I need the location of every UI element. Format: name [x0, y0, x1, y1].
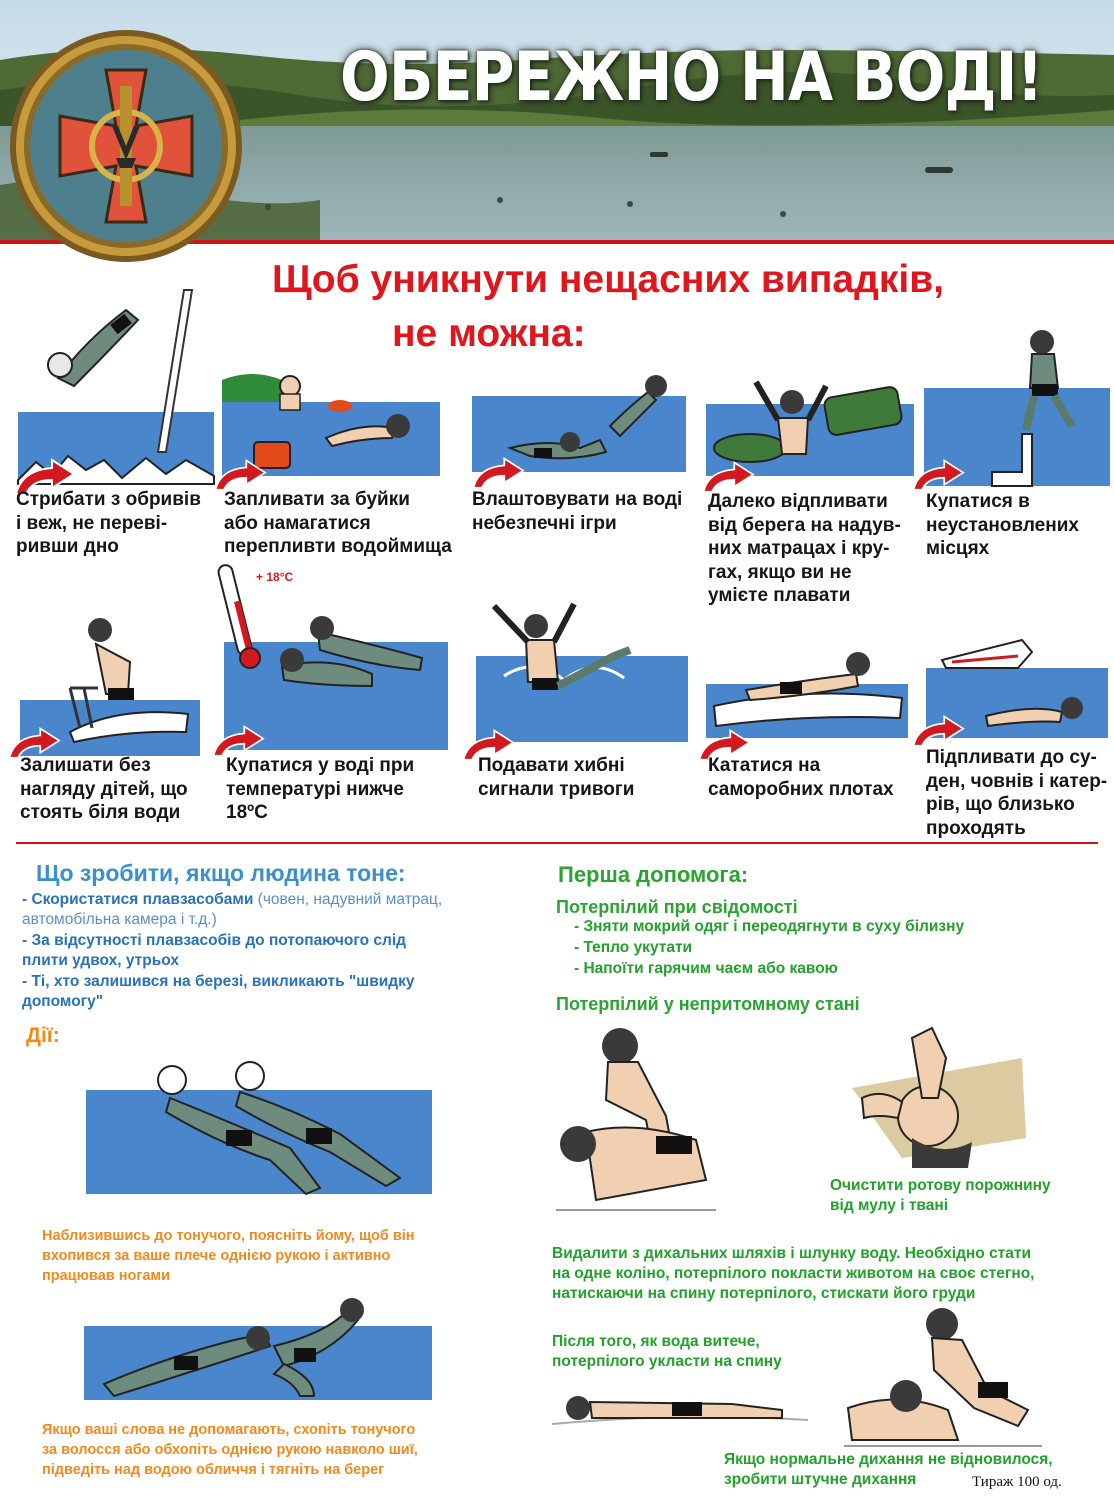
prohibition-caption: Запливати за буйки або намагатися перепливти водоймища	[224, 489, 452, 557]
false-alarms-illustration	[474, 586, 694, 746]
red-arrow-icon	[470, 456, 530, 492]
red-arrow-icon	[910, 714, 970, 750]
rescue-step1-text: Наблизившись до тонучого, поясніть йому, щоб він вхопився за ваше плече однією рукою і активно працював ногами	[42, 1228, 415, 1284]
rescue-step2-text: Якщо ваші слова не допомагають, схопіть тонучого за волосся або обхопіть однією рукою навколо шиї, підведіть над водою обличчя і тягніть на берег	[42, 1422, 418, 1478]
water-removal-illustration	[556, 1020, 716, 1220]
prohibition-tile-unattended-children	[18, 610, 218, 830]
prohibition-tile-buoys	[222, 366, 462, 566]
prohibition-caption: Подавати хибні сигнали тривоги	[478, 755, 635, 800]
drowning-item: допомогу"	[22, 993, 104, 1010]
prohibition-caption: Стрибати з обривів і веж, не переві- ривши дно	[16, 489, 201, 557]
warning-heading-line2: не можна:	[392, 312, 586, 355]
prohibition-caption: Залишати без нагляду дітей, що стоять біля води	[20, 755, 188, 823]
prohibition-caption: Купатися у воді при температурі нижче 18ºС	[226, 755, 415, 823]
conscious-item: - Напоїти гарячим чаєм або кавою	[574, 960, 838, 977]
prohibition-caption: Купатися в неустановлених місцях	[926, 491, 1079, 559]
prohibition-tile-dangerous-games	[470, 356, 690, 546]
drowning-item: автомобільна камера і т.д.)	[22, 911, 217, 928]
prohibition-tile-rafts	[706, 640, 916, 810]
prohibition-caption: Далеко відпливати від берега на надув- них матрацах і кру- гах, якщо ви не умієте плавати	[708, 491, 901, 606]
after-water-text: Після того, як вода витече, потерпілого укласти на спину	[552, 1333, 782, 1370]
thermometer-label: + 18°C	[256, 570, 294, 584]
print-run: Тираж 100 од.	[972, 1474, 1062, 1490]
conscious-item: - Зняти мокрий одяг і переодягнути в суху білизну	[574, 918, 965, 935]
unconscious-heading: Потерпілий у непритомному стані	[556, 994, 860, 1014]
prohibition-caption: Підпливати до су- ден, човнів і катер- рів, що близько проходять	[926, 747, 1108, 839]
prohibition-tile-false-alarms	[474, 586, 694, 806]
breathing-text: Якщо нормальне дихання не відновилося, зробити штучне дихання	[724, 1451, 1053, 1488]
drowning-item: - Ті, хто залишився на березі, викликають "швидку	[22, 973, 415, 990]
prohibition-tile-inflatables	[706, 362, 916, 612]
rescue-tow-illustration	[84, 1298, 434, 1402]
prohibition-caption: Кататися на саморобних плотах	[708, 755, 894, 800]
conscious-heading: Потерпілий при свідомості	[556, 897, 798, 917]
drowning-item: - Скористатися плавзасобами (човен, надувний матрац,	[22, 891, 443, 908]
remove-water-text: Видалити з дихальних шляхів і шлунку воду. Необхідно стати на одне коліно, потерпілого покласти животом на своє стегно, натискаючи на спину потерпілого, стискати його груди	[552, 1245, 1035, 1302]
mouth-cleaning-illustration	[842, 1018, 1032, 1168]
drowning-item: - За відсутності плавзасобів до потопаючого слід	[22, 932, 406, 949]
lying-on-back-illustration	[552, 1378, 812, 1438]
red-arrow-icon	[910, 458, 970, 494]
emergency-service-emblem	[8, 28, 244, 264]
actions-label: Дії:	[26, 1024, 60, 1047]
rescue-shoulder-illustration	[80, 1048, 440, 1208]
prohibition-tile-unsafe-places	[922, 322, 1112, 572]
drowning-heading: Що зробити, якщо людина тоне:	[36, 860, 406, 886]
prohibition-tile-boats	[922, 632, 1112, 844]
cliff-diving-illustration	[16, 270, 216, 490]
drowning-item: плити удвох, утрьох	[22, 952, 179, 969]
section-divider	[16, 842, 1098, 844]
clear-mouth-text: Очистити ротову порожнину від мулу і твані	[830, 1177, 1051, 1214]
prohibition-caption: Влаштовувати на воді небезпечні ігри	[472, 489, 683, 534]
page-title: ОБЕРЕЖНО НА ВОДІ!	[340, 38, 1043, 117]
warning-heading-line1: Щоб уникнути нещасних випадків,	[272, 258, 945, 301]
prohibition-tile-cold-water	[222, 562, 452, 832]
first-aid-heading: Перша допомога:	[558, 862, 749, 887]
artificial-respiration-illustration	[838, 1300, 1048, 1450]
conscious-item: - Тепло укутати	[574, 939, 693, 956]
prohibition-tile-cliff-diving	[16, 270, 216, 560]
